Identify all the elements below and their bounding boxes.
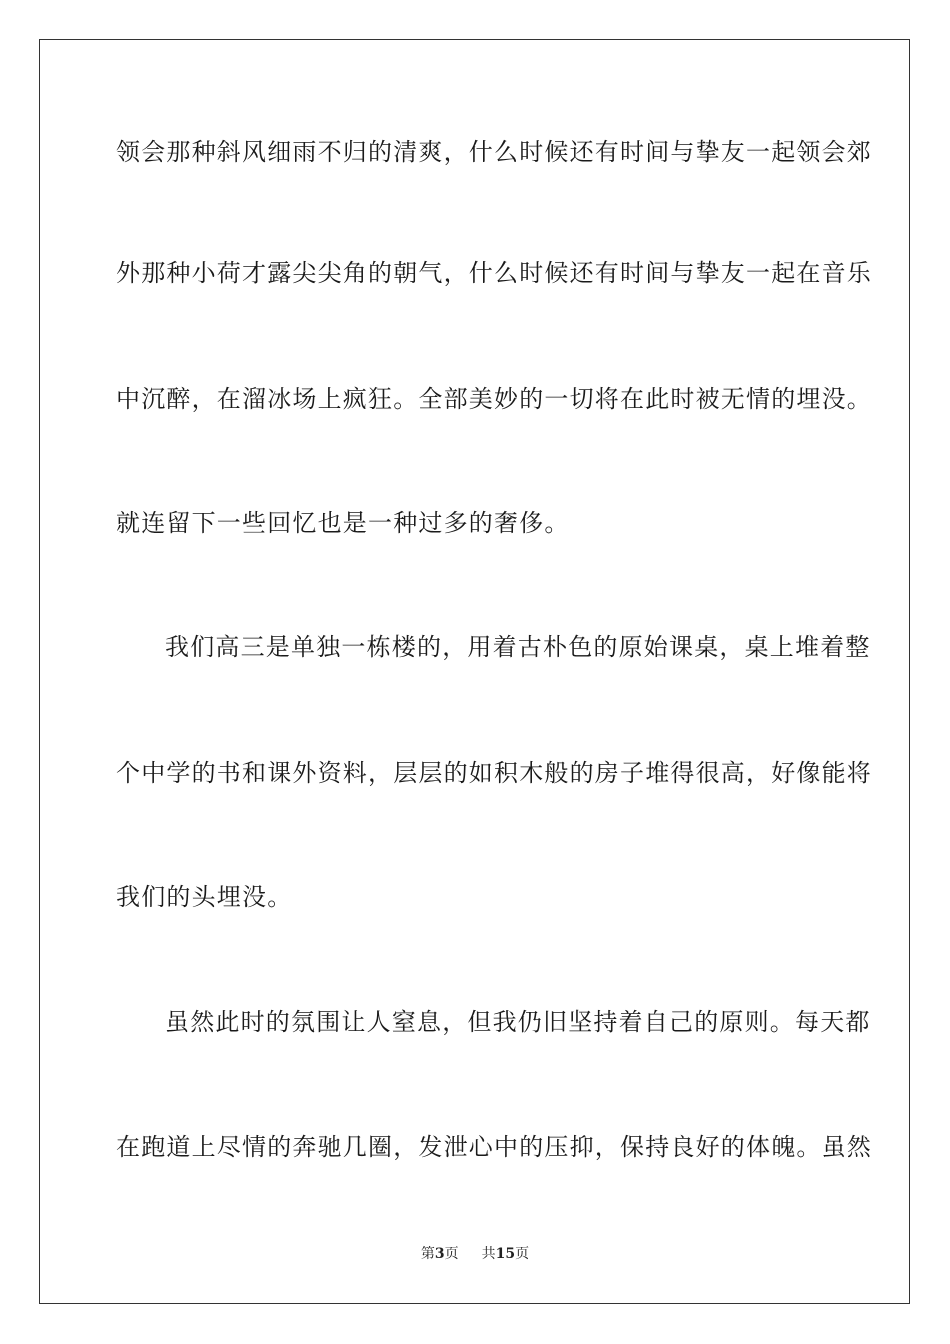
paragraph-line: 我们高三是单独一栋楼的，用着古朴色的原始课桌，桌上堆着整 xyxy=(165,633,871,661)
page-suffix: 页 xyxy=(444,1246,459,1262)
paragraph-line: 虽然此时的氛围让人窒息，但我仍旧坚持着自己的原则。每天都 xyxy=(165,1008,871,1036)
paragraph-line: 个中学的书和课外资料，层层的如积木般的房子堆得很高，好像能将 xyxy=(116,759,872,787)
page-prefix: 第 xyxy=(420,1246,435,1262)
total-suffix: 页 xyxy=(515,1246,530,1262)
paragraph-line: 在跑道上尽情的奔驰几圈，发泄心中的压抑，保持良好的体魄。虽然 xyxy=(116,1133,872,1161)
page-number: 3 xyxy=(434,1246,445,1262)
total-prefix: 共 xyxy=(481,1246,496,1262)
paragraph-line: 我们的头埋没。 xyxy=(116,883,293,911)
page-border xyxy=(39,39,910,1304)
paragraph-line: 中沉醉，在溜冰场上疯狂。全部美妙的一切将在此时被无情的埋没。 xyxy=(116,385,872,413)
page-footer xyxy=(0,1245,950,1263)
paragraph-line: 领会那种斜风细雨不归的清爽，什么时候还有时间与挚友一起领会郊 xyxy=(116,138,872,166)
paragraph-line: 外那种小荷才露尖尖角的朝气，什么时候还有时间与挚友一起在音乐 xyxy=(116,259,872,287)
total-pages: 15 xyxy=(495,1246,516,1262)
paragraph-line: 就连留下一些回忆也是一种过多的奢侈。 xyxy=(116,509,570,537)
